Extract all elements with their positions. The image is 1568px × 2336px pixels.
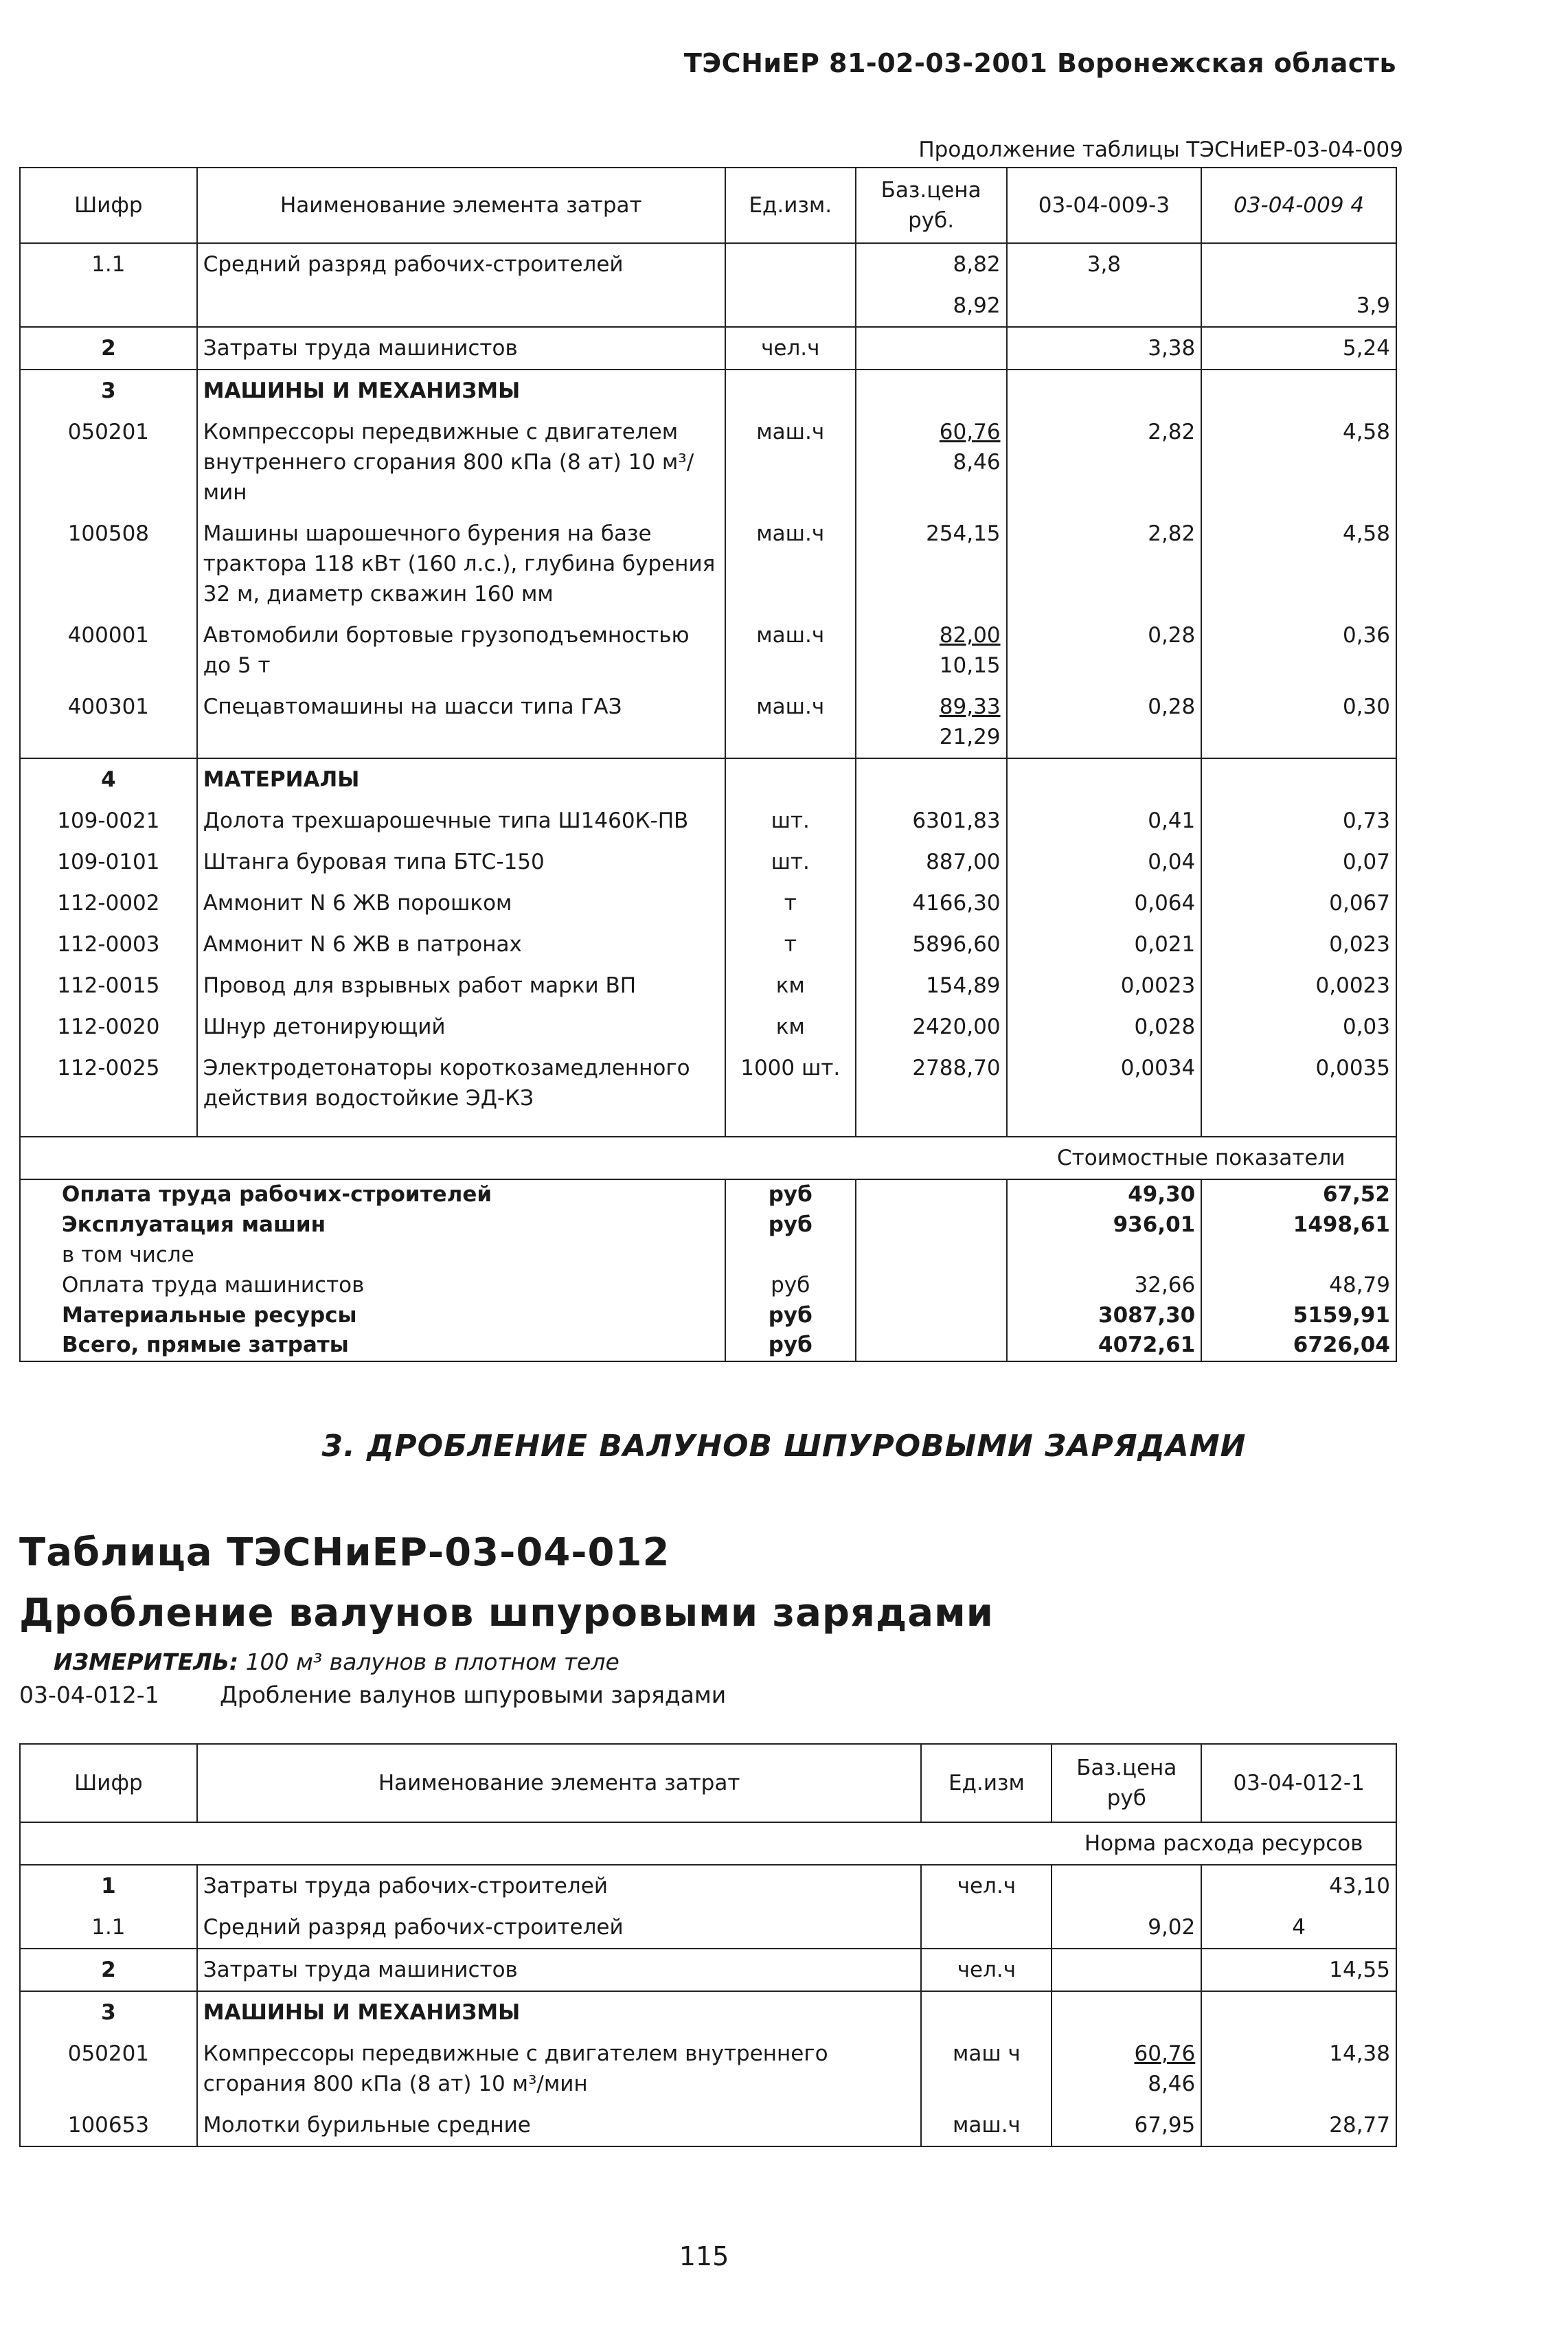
row-value-2 — [1201, 243, 1396, 285]
summary-row — [20, 1210, 1396, 1240]
row-value-2: 0,067 — [1201, 883, 1396, 924]
summary-value-2: 5159,91 — [1201, 1301, 1396, 1331]
row-name: МАШИНЫ И МЕХАНИЗМЫ — [197, 1991, 922, 2033]
cost-indicators-header-row — [20, 1137, 1396, 1179]
row-value-1: 3,8 — [1007, 243, 1202, 285]
row-name: Электродетонаторы короткозамедленного действия водостойкие ЭД-КЗ — [197, 1047, 725, 1119]
row-name: Затраты труда машинистов — [197, 1949, 922, 1991]
row-price: 6301,83 — [856, 800, 1007, 841]
row-value-2: 0,73 — [1201, 800, 1396, 841]
row-code: 050201 — [20, 2033, 197, 2105]
row-code: 112-0025 — [20, 1047, 197, 1119]
row-name: Шнур детонирующий — [197, 1006, 725, 1047]
summary-value-1: 4072,61 — [1007, 1330, 1202, 1361]
row-unit: маш.ч — [921, 2105, 1052, 2146]
row-name: Штанга буровая типа БТС-150 — [197, 841, 725, 883]
row-name: Затраты труда рабочих-строителей — [197, 1865, 922, 1907]
summary-row — [20, 1271, 1396, 1301]
row-price: 60,76 8,46 — [856, 411, 1007, 513]
table-row — [20, 1865, 1396, 1907]
row-value: 43,10 — [1201, 1865, 1396, 1907]
measurement-value: 100 м³ валунов в плотном теле — [245, 1648, 620, 1675]
row-code: 100653 — [20, 2105, 197, 2146]
table-row — [20, 243, 1396, 285]
row-unit: маш.ч — [725, 686, 856, 758]
row-price: 2788,70 — [856, 1047, 1007, 1119]
page-number: 115 — [679, 2241, 729, 2271]
row-unit — [725, 243, 856, 285]
summary-value-2 — [1201, 1240, 1396, 1271]
row-code — [20, 285, 197, 327]
row-name: Средний разряд рабочих-строителей — [197, 243, 725, 285]
section-row — [20, 758, 1396, 800]
summary-value-1 — [1007, 1240, 1202, 1271]
col-header-code: Шифр — [20, 1744, 197, 1822]
row-code: 400301 — [20, 686, 197, 758]
summary-unit: руб — [725, 1301, 856, 1331]
summary-value-1: 936,01 — [1007, 1210, 1202, 1240]
measurement-label: ИЗМЕРИТЕЛЬ: — [54, 1648, 239, 1675]
summary-row — [20, 1330, 1396, 1361]
table-row — [20, 1006, 1396, 1047]
row-value: 14,55 — [1201, 1949, 1396, 1991]
row-code: 112-0003 — [20, 924, 197, 965]
row-value-2: 0,36 — [1201, 615, 1396, 686]
row-unit: т — [725, 924, 856, 965]
table-row — [20, 686, 1396, 758]
row-value-2: 0,023 — [1201, 924, 1396, 965]
row-value-1: 2,82 — [1007, 411, 1202, 513]
row-unit: чел.ч — [725, 327, 856, 370]
row-value-2: 0,0023 — [1201, 965, 1396, 1006]
row-price — [856, 327, 1007, 370]
row-value-2: 0,03 — [1201, 1006, 1396, 1047]
col-header-unit: Ед.изм — [921, 1744, 1052, 1822]
row-price: 5896,60 — [856, 924, 1007, 965]
row-value-1: 0,28 — [1007, 686, 1202, 758]
col-header-v2: 03-04-009 4 — [1201, 168, 1396, 243]
row-price: 887,00 — [856, 841, 1007, 883]
row-unit: шт. — [725, 841, 856, 883]
row-name — [197, 285, 725, 327]
row-code: 112-0020 — [20, 1006, 197, 1047]
row-price: 67,95 — [1052, 2105, 1201, 2146]
row-name: Компрессоры передвижные с двигателем внутреннего сгорания 800 кПа (8 ат) 10 м³/мин — [197, 411, 725, 513]
norm-description: Дробление валунов шпуровыми зарядами — [220, 1681, 727, 1708]
row-price — [1052, 1949, 1201, 1991]
summary-value-2: 6726,04 — [1201, 1330, 1396, 1361]
row-price: 2420,00 — [856, 1006, 1007, 1047]
row-unit: чел.ч — [921, 1865, 1052, 1907]
row-code: 400001 — [20, 615, 197, 686]
row-code: 112-0002 — [20, 883, 197, 924]
row-name: Спецавтомашины на шасси типа ГАЗ — [197, 686, 725, 758]
summary-label: Оплата труда рабочих-строителей — [20, 1179, 725, 1210]
row-value-1: 0,064 — [1007, 883, 1202, 924]
col-header-value: 03-04-012-1 — [1201, 1744, 1396, 1822]
row-code: 109-0101 — [20, 841, 197, 883]
section-row — [20, 370, 1396, 411]
row-value-2: 3,9 — [1201, 285, 1396, 327]
row-unit: чел.ч — [921, 1949, 1052, 1991]
resource-table-03-04-009 — [19, 167, 1397, 1362]
table-row — [20, 1047, 1396, 1119]
cost-indicators-header: Стоимостные показатели — [1007, 1137, 1396, 1179]
row-value-2: 0,0035 — [1201, 1047, 1396, 1119]
table-subtitle: Дробление валунов шпуровыми зарядами — [19, 1591, 994, 1635]
norm-header-row — [20, 1822, 1396, 1865]
summary-unit: руб — [725, 1179, 856, 1210]
row-code: 100508 — [20, 513, 197, 615]
row-value: 28,77 — [1201, 2105, 1396, 2146]
table-row — [20, 1907, 1396, 1949]
norm-header: Норма расхода ресурсов — [1052, 1822, 1396, 1865]
col-header-code: Шифр — [20, 168, 197, 243]
table-row — [20, 327, 1396, 370]
resource-table-03-04-012 — [19, 1743, 1397, 2147]
row-name: Провод для взрывных работ марки ВП — [197, 965, 725, 1006]
summary-value-2: 67,52 — [1201, 1179, 1396, 1210]
row-unit: маш.ч — [725, 513, 856, 615]
row-code: 3 — [20, 370, 197, 411]
row-value-2: 4,58 — [1201, 411, 1396, 513]
row-price — [1052, 1865, 1201, 1907]
row-name: Долота трехшарошечные типа Ш1460К-ПВ — [197, 800, 725, 841]
summary-label: Материальные ресурсы — [20, 1301, 725, 1331]
table-row — [20, 841, 1396, 883]
row-unit: маш.ч — [725, 615, 856, 686]
summary-value-1: 3087,30 — [1007, 1301, 1202, 1331]
row-value-1: 0,028 — [1007, 1006, 1202, 1047]
row-value: 14,38 — [1201, 2033, 1396, 2105]
summary-unit: руб — [725, 1210, 856, 1240]
row-price: 8,82 — [856, 243, 1007, 285]
table-row — [20, 2033, 1396, 2105]
summary-value-1: 49,30 — [1007, 1179, 1202, 1210]
table-row — [20, 883, 1396, 924]
col-header-price: Баз.цена руб. — [856, 168, 1007, 243]
summary-value-2: 1498,61 — [1201, 1210, 1396, 1240]
measurement-unit — [54, 1648, 620, 1675]
table-continuation-caption: Продолжение таблицы ТЭСНиЕР-03-04-009 — [918, 137, 1403, 162]
col-header-unit: Ед.изм. — [725, 168, 856, 243]
row-name: МАТЕРИАЛЫ — [197, 758, 725, 800]
row-unit — [921, 1907, 1052, 1949]
summary-unit: руб — [725, 1271, 856, 1301]
summary-row — [20, 1301, 1396, 1331]
col-header-price: Баз.цена руб — [1052, 1744, 1201, 1822]
summary-unit — [725, 1240, 856, 1271]
row-unit — [725, 285, 856, 327]
table-row — [20, 615, 1396, 686]
table-row — [20, 1949, 1396, 1991]
row-name: Молотки бурильные средние — [197, 2105, 922, 2146]
row-name: Аммонит N 6 ЖВ в патронах — [197, 924, 725, 965]
row-name: Автомобили бортовые грузоподъемностью до 5 т — [197, 615, 725, 686]
row-code: 2 — [20, 327, 197, 370]
row-code: 3 — [20, 1991, 197, 2033]
section-title: 3. ДРОБЛЕНИЕ ВАЛУНОВ ШПУРОВЫМИ ЗАРЯДАМИ — [321, 1429, 1247, 1464]
row-value-2: 4,58 — [1201, 513, 1396, 615]
row-name: Компрессоры передвижные с двигателем внутреннего сгорания 800 кПа (8 ат) 10 м³/мин — [197, 2033, 922, 2105]
row-unit: 1000 шт. — [725, 1047, 856, 1119]
summary-row — [20, 1240, 1396, 1271]
norm-code: 03-04-012-1 — [19, 1681, 159, 1708]
row-price: 4166,30 — [856, 883, 1007, 924]
row-code: 109-0021 — [20, 800, 197, 841]
summary-unit: руб — [725, 1330, 856, 1361]
table-row — [20, 2105, 1396, 2146]
row-code: 1.1 — [20, 243, 197, 285]
row-unit: км — [725, 1006, 856, 1047]
summary-label: Всего, прямые затраты — [20, 1330, 725, 1361]
summary-row — [20, 1179, 1396, 1210]
row-name: Машины шарошечного бурения на базе трактора 118 кВт (160 л.с.), глубина бурения 32 м, диаметр скважин 160 мм — [197, 513, 725, 615]
row-unit: маш.ч — [725, 411, 856, 513]
row-unit: т — [725, 883, 856, 924]
row-price: 82,00 10,15 — [856, 615, 1007, 686]
row-name: Затраты труда машинистов — [197, 327, 725, 370]
row-code: 1 — [20, 1865, 197, 1907]
summary-value-2: 48,79 — [1201, 1271, 1396, 1301]
norm-code-line — [19, 1681, 726, 1708]
row-code: 050201 — [20, 411, 197, 513]
running-header: ТЭСНиЕР 81-02-03-2001 Воронежская область — [683, 48, 1396, 78]
row-price: 254,15 — [856, 513, 1007, 615]
row-value-1 — [1007, 285, 1202, 327]
row-code: 112-0015 — [20, 965, 197, 1006]
row-value-1: 0,04 — [1007, 841, 1202, 883]
row-value: 4 — [1201, 1907, 1396, 1949]
row-value-1: 0,0034 — [1007, 1047, 1202, 1119]
row-name: Средний разряд рабочих-строителей — [197, 1907, 922, 1949]
col-header-v1: 03-04-009-3 — [1007, 168, 1202, 243]
row-value-2: 0,30 — [1201, 686, 1396, 758]
table-row — [20, 924, 1396, 965]
row-value-2: 5,24 — [1201, 327, 1396, 370]
summary-value-1: 32,66 — [1007, 1271, 1202, 1301]
summary-label: в том числе — [20, 1240, 725, 1271]
summary-label: Эксплуатация машин — [20, 1210, 725, 1240]
row-code: 2 — [20, 1949, 197, 1991]
row-price: 8,92 — [856, 285, 1007, 327]
row-unit: шт. — [725, 800, 856, 841]
col-header-name: Наименование элемента затрат — [197, 1744, 922, 1822]
row-name: МАШИНЫ И МЕХАНИЗМЫ — [197, 370, 725, 411]
table-title: Таблица ТЭСНиЕР-03-04-012 — [19, 1530, 670, 1575]
summary-label: Оплата труда машинистов — [20, 1271, 725, 1301]
table-row — [20, 411, 1396, 513]
row-code: 1.1 — [20, 1907, 197, 1949]
table-row — [20, 513, 1396, 615]
row-price: 60,76 8,46 — [1052, 2033, 1201, 2105]
row-price: 9,02 — [1052, 1907, 1201, 1949]
table-row — [20, 965, 1396, 1006]
row-value-1: 0,021 — [1007, 924, 1202, 965]
row-value-2: 0,07 — [1201, 841, 1396, 883]
row-value-1: 0,0023 — [1007, 965, 1202, 1006]
row-value-1: 0,41 — [1007, 800, 1202, 841]
row-unit: маш ч — [921, 2033, 1052, 2105]
row-value-1: 2,82 — [1007, 513, 1202, 615]
col-header-name: Наименование элемента затрат — [197, 168, 725, 243]
row-price: 154,89 — [856, 965, 1007, 1006]
row-price: 89,33 21,29 — [856, 686, 1007, 758]
row-name: Аммонит N 6 ЖВ порошком — [197, 883, 725, 924]
section-row — [20, 1991, 1396, 2033]
row-value-1: 3,38 — [1007, 327, 1202, 370]
table-row — [20, 800, 1396, 841]
row-value-1: 0,28 — [1007, 615, 1202, 686]
row-unit: км — [725, 965, 856, 1006]
table-row — [20, 285, 1396, 327]
row-code: 4 — [20, 758, 197, 800]
